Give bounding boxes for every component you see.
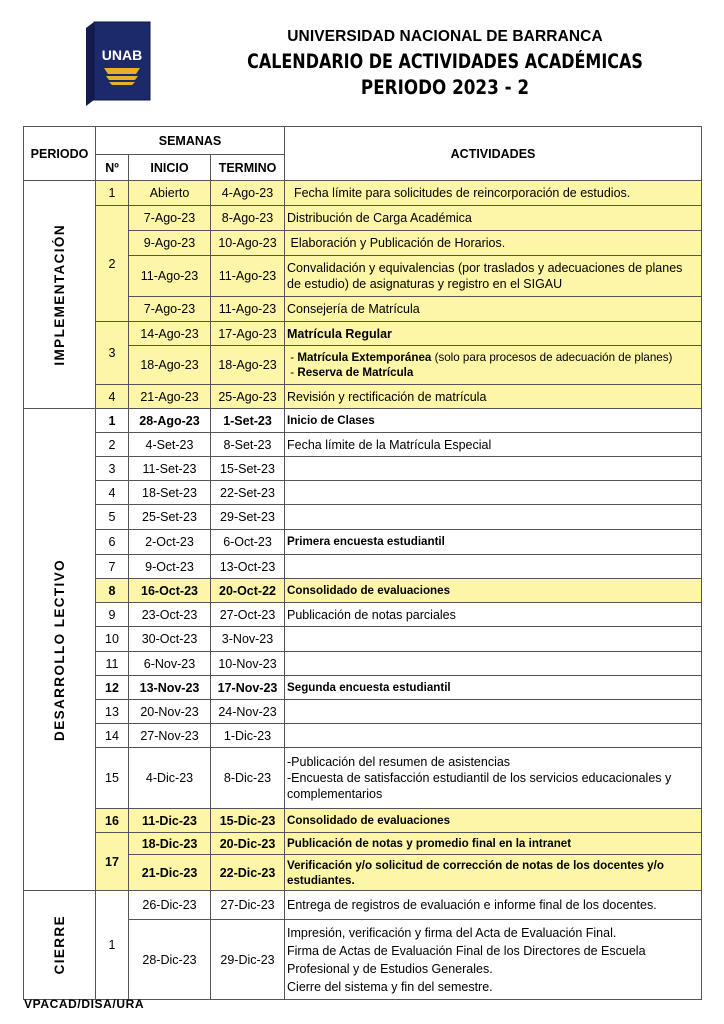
table-row (24, 433, 702, 457)
end-date: 1-Set-23 (211, 409, 285, 433)
start-date: 20-Nov-23 (129, 700, 211, 724)
start-date: 2-Oct-23 (129, 530, 211, 555)
table-row (24, 530, 702, 555)
activity: Entrega de registros de evaluación e informe final de los docentes. (285, 891, 702, 920)
activity: Convalidación y equivalencias (por traslados y adecuaciones de planes de estudio) de asignaturas y registro en el SIGAU (285, 256, 702, 297)
start-date: 23-Oct-23 (129, 603, 211, 627)
table-row (24, 322, 702, 346)
table-row (24, 555, 702, 579)
activity: Distribución de Carga Académica (285, 206, 702, 231)
column-header-num: Nº (96, 155, 129, 181)
activity: Segunda encuesta estudiantil (285, 676, 702, 700)
end-date: 8-Ago-23 (211, 206, 285, 231)
calendar-table (23, 126, 702, 1000)
start-date: 11-Dic-23 (129, 809, 211, 833)
end-date: 11-Ago-23 (211, 297, 285, 322)
activity: Inicio de Clases (285, 409, 702, 433)
week-number: 12 (96, 676, 129, 700)
table-row (24, 891, 702, 920)
phase-label-implementacion: IMPLEMENTACIÓN (51, 223, 67, 366)
week-number: 15 (96, 748, 129, 809)
end-date: 20-Dic-23 (211, 833, 285, 855)
university-logo (80, 18, 154, 106)
start-date: 30-Oct-23 (129, 627, 211, 652)
start-date: 13-Nov-23 (129, 676, 211, 700)
start-date: 7-Ago-23 (129, 297, 211, 322)
start-date: 21-Ago-23 (129, 385, 211, 409)
activity (285, 457, 702, 481)
start-date: 25-Set-23 (129, 505, 211, 530)
week-number: 7 (96, 555, 129, 579)
start-date: 6-Nov-23 (129, 652, 211, 676)
column-header-actividades: ACTIVIDADES (285, 127, 702, 181)
end-date: 4-Ago-23 (211, 181, 285, 206)
activity (285, 748, 702, 809)
end-date: 18-Ago-23 (211, 346, 285, 385)
end-date: 10-Nov-23 (211, 652, 285, 676)
table-row (24, 809, 702, 833)
week-number: 4 (96, 385, 129, 409)
table-row (24, 457, 702, 481)
activity: Consolidado de evaluaciones (285, 579, 702, 603)
table-row (24, 409, 702, 433)
activity: Consejería de Matrícula (285, 297, 702, 322)
table-row (24, 652, 702, 676)
start-date: 28-Ago-23 (129, 409, 211, 433)
table-row (24, 724, 702, 748)
table-row (24, 206, 702, 231)
week-number: 1 (96, 181, 129, 206)
logo-text: UNAB (101, 47, 143, 63)
end-date: 11-Ago-23 (211, 256, 285, 297)
week-number: 6 (96, 530, 129, 555)
university-name: UNIVERSIDAD NACIONAL DE BARRANCA (287, 28, 603, 45)
week-number: 17 (96, 833, 129, 891)
table-row (24, 627, 702, 652)
footer-code: VPACAD/DISA/URA (24, 997, 145, 1011)
end-date: 17-Ago-23 (211, 322, 285, 346)
activity-part: Impresión, verificación y firma del Acta de Evaluación Final. (287, 925, 617, 940)
phase-label-desarrollo: DESARROLLO LECTIVO (51, 558, 67, 741)
activity-part: -Publicación del resumen de asistencias (287, 755, 511, 769)
end-date: 3-Nov-23 (211, 627, 285, 652)
week-number: 2 (96, 206, 129, 322)
start-date: 11-Set-23 (129, 457, 211, 481)
end-date: 27-Dic-23 (211, 891, 285, 920)
start-date: 18-Dic-23 (129, 833, 211, 855)
activity: Verificación y/o solicitud de corrección de notas de los docentes y/o estudiantes. (285, 855, 702, 891)
start-date: 4-Dic-23 (129, 748, 211, 809)
start-date: 9-Oct-23 (129, 555, 211, 579)
table-row (24, 481, 702, 505)
activity: Elaboración y Publicación de Horarios. (285, 231, 702, 256)
start-date: 18-Set-23 (129, 481, 211, 505)
week-number: 5 (96, 505, 129, 530)
end-date: 25-Ago-23 (211, 385, 285, 409)
start-date: 28-Dic-23 (129, 920, 211, 1000)
week-number: 16 (96, 809, 129, 833)
week-number: 3 (96, 457, 129, 481)
end-date: 15-Set-23 (211, 457, 285, 481)
week-number: 3 (96, 322, 129, 385)
week-number: 10 (96, 627, 129, 652)
end-date: 1-Dic-23 (211, 724, 285, 748)
end-date: 29-Set-23 (211, 505, 285, 530)
activity-part: Reserva de Matrícula (297, 366, 414, 379)
activity-part: Cierre del sistema y fin del semestre. (287, 979, 493, 994)
activity: Fecha límite para solicitudes de reincorporación de estudios. (285, 181, 702, 206)
table-row (24, 748, 702, 809)
start-date: 16-Oct-23 (129, 579, 211, 603)
start-date: 21-Dic-23 (129, 855, 211, 891)
table-row (24, 833, 702, 855)
period-title: PERIODO 2023 - 2 (360, 76, 530, 99)
column-header-inicio: INICIO (129, 155, 211, 181)
page-title: CALENDARIO DE ACTIVIDADES ACADÉMICAS (247, 50, 643, 73)
week-number: 2 (96, 433, 129, 457)
end-date: 22-Set-23 (211, 481, 285, 505)
end-date: 27-Oct-23 (211, 603, 285, 627)
start-date: 9-Ago-23 (129, 231, 211, 256)
table-row (24, 505, 702, 530)
start-date: 26-Dic-23 (129, 891, 211, 920)
activity: - Matrícula Extemporánea (solo para procesos de adecuación de planes) - Reserva de Matrícula (285, 346, 702, 385)
activity: Publicación de notas parciales (285, 603, 702, 627)
activity-part: -Encuesta de satisfacción estudiantil de los servicios educacionales y complementarios (287, 771, 672, 801)
week-number: 9 (96, 603, 129, 627)
start-date: 7-Ago-23 (129, 206, 211, 231)
column-header-termino: TERMINO (211, 155, 285, 181)
start-date: 4-Set-23 (129, 433, 211, 457)
table-row (24, 579, 702, 603)
end-date: 10-Ago-23 (211, 231, 285, 256)
week-number: 1 (96, 409, 129, 433)
column-header-periodo: PERIODO (24, 127, 96, 181)
activity (285, 481, 702, 505)
table-row (24, 603, 702, 627)
activity: Revisión y rectificación de matrícula (285, 385, 702, 409)
table-row (24, 676, 702, 700)
end-date: 20-Oct-22 (211, 579, 285, 603)
week-number: 8 (96, 579, 129, 603)
table-row (24, 700, 702, 724)
start-date: Abierto (129, 181, 211, 206)
end-date: 17-Nov-23 (211, 676, 285, 700)
activity: Fecha límite de la Matrícula Especial (285, 433, 702, 457)
end-date: 8-Dic-23 (211, 748, 285, 809)
activity (285, 627, 702, 652)
table-row (24, 181, 702, 206)
column-header-semanas: SEMANAS (96, 127, 285, 155)
start-date: 27-Nov-23 (129, 724, 211, 748)
end-date: 15-Dic-23 (211, 809, 285, 833)
week-number: 14 (96, 724, 129, 748)
end-date: 22-Dic-23 (211, 855, 285, 891)
end-date: 13-Oct-23 (211, 555, 285, 579)
activity (285, 920, 702, 1000)
activity (285, 724, 702, 748)
activity (285, 652, 702, 676)
end-date: 29-Dic-23 (211, 920, 285, 1000)
activity: Matrícula Regular (285, 322, 702, 346)
activity (285, 700, 702, 724)
activity: Consolidado de evaluaciones (285, 809, 702, 833)
start-date: 18-Ago-23 (129, 346, 211, 385)
activity: Publicación de notas y promedio final en la intranet (285, 833, 702, 855)
table-row (24, 385, 702, 409)
end-date: 8-Set-23 (211, 433, 285, 457)
activity: Primera encuesta estudiantil (285, 530, 702, 555)
start-date: 14-Ago-23 (129, 322, 211, 346)
end-date: 24-Nov-23 (211, 700, 285, 724)
activity-part: Matrícula Extemporánea (297, 351, 432, 364)
week-number: 4 (96, 481, 129, 505)
phase-label-cierre: CIERRE (51, 915, 67, 975)
week-number: 13 (96, 700, 129, 724)
start-date: 11-Ago-23 (129, 256, 211, 297)
activity (285, 555, 702, 579)
activity-part: (solo para procesos de adecuación de planes) (431, 351, 673, 364)
activity-part: Firma de Actas de Evaluación Final de los Directores de Escuela Profesional y de Estudios Generales. (287, 943, 646, 976)
week-number: 11 (96, 652, 129, 676)
end-date: 6-Oct-23 (211, 530, 285, 555)
activity (285, 505, 702, 530)
week-number: 1 (96, 891, 129, 1000)
